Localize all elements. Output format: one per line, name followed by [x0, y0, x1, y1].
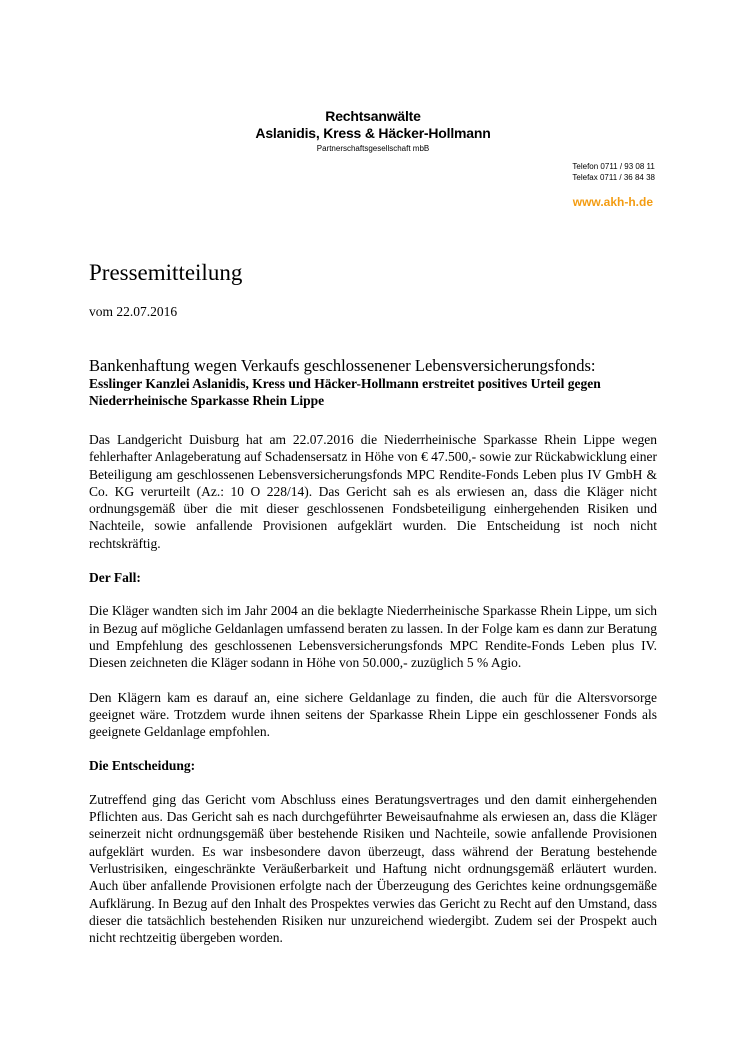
document-date: vom 22.07.2016 — [89, 304, 178, 319]
section-heading-case: Der Fall: — [89, 570, 141, 586]
letterhead-legal-form: Partnerschaftsgesellschaft mbB — [316, 144, 430, 153]
letterhead — [0, 108, 746, 154]
case-paragraph-1: Die Kläger wandten sich im Jahr 2004 an die beklagte Niederrheinische Sparkasse Rhein Lippe, um sich in Bezug auf mögliche Geldanlagen umfassend beraten zu lassen. In der Folge kam es dann zur Beratung und Empfehlung des geschlossenen Lebensversicherungsfonds MPC Rendite-Fonds Leben plus IV. Diesen zeichneten die Kläger sodann in Höhe von 50.000,- zuzüglich 5 % Agio. — [89, 603, 657, 671]
letterhead-firm-name: Aslanidis, Kress & Häcker-Hollmann — [255, 125, 491, 141]
document-body — [89, 431, 657, 963]
subheadline: Esslinger Kanzlei Aslanidis, Kress und Häcker-Hollmann erstreitet positives Urteil gegen Niederrheinische Sparkasse Rhein Lippe — [89, 376, 601, 408]
headline: Bankenhaftung wegen Verkaufs geschlossenener Lebensversicherungsfonds: — [89, 356, 596, 375]
headline-block — [89, 356, 659, 409]
website-link[interactable]: www.akh-h.de — [572, 195, 653, 209]
letterhead-profession: Rechtsanwälte — [325, 108, 421, 124]
fax-number: Telefax 0711 / 36 84 38 — [572, 173, 655, 182]
phone-number: Telefon 0711 / 93 08 11 — [572, 162, 655, 171]
contact-block — [572, 161, 655, 183]
intro-paragraph: Das Landgericht Duisburg hat am 22.07.2016 die Niederrheinische Sparkasse Rhein Lippe wegen fehlerhafter Anlageberatung auf Schadensersatz in Höhe von € 47.500,- sowie zur Rückabwicklung einer Beteiligung am geschlossenen Lebensversicherungsfonds MPC Rendite-Fonds Leben plus IV GmbH & Co. KG verurteilt (Az.: 10 O 228/14). Das Gericht sah es als erwiesen an, dass die Kläger nicht ordnungsgemäß über die mit dieser geschlossenen Fondsbeteiligung einhergehenden Risiken und Nachteile, sowie anfallende Provisionen aufgeklärt wurden. Die Entscheidung ist noch nicht rechtskräftig. — [89, 432, 657, 551]
document-title: Pressemitteilung — [89, 260, 243, 285]
decision-paragraph: Zutreffend ging das Gericht vom Abschluss eines Beratungsvertrages und den damit einhergehenden Pflichten aus. Das Gericht sah es nach durchgeführter Beweisaufnahme als erwiesen an, dass die Kläger seinerzeit nicht ordnungsgemäß über bestehende Risiken und Nachteile, sowie anfallende Provisionen aufgeklärt wurden. Es war insbesondere davon überzeugt, dass während der Beratung bestehende Verlustrisiken, eingeschränkte Veräußerbarkeit und Haftung nicht ordnungsgemäß erläutert wurden. Auch über anfallende Provisionen erfolgte nach der Überzeugung des Gerichtes keine ordnungsgemäße Aufklärung. In Bezug auf den Inhalt des Prospektes verwies das Gericht zu Recht auf den Umstand, dass dieser die tatsächlich bestehenden Risiken nur unzureichend wiedergibt. Zudem sei der Prospekt auch nicht rechtzeitig übergeben worden. — [89, 791, 657, 946]
case-paragraph-2: Den Klägern kam es darauf an, eine sichere Geldanlage zu finden, die auch für die Altersvorsorge geeignet wäre. Trotzdem wurde ihnen seitens der Sparkasse Rhein Lippe ein geschlossener Fonds als geeignete Geldanlage empfohlen. — [89, 689, 657, 740]
section-heading-decision: Die Entscheidung: — [89, 758, 196, 774]
